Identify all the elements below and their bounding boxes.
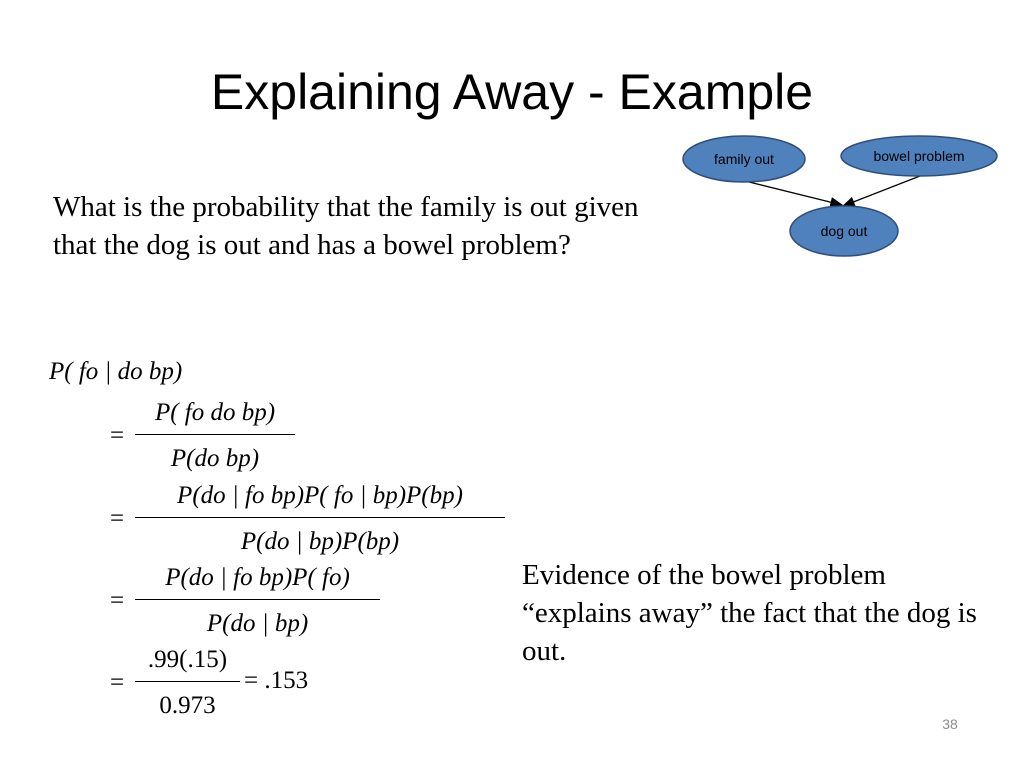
question-text: What is the probability that the family is out given that the dog is out and has a bowel problem? xyxy=(53,191,639,261)
fraction-bar xyxy=(135,434,295,435)
step2-numerator: P(do | fo bp)P( fo | bp)P(bp) xyxy=(177,482,463,509)
step3-numerator: P(do | fo bp)P( fo) xyxy=(165,564,350,591)
edge-family-to-dog xyxy=(745,181,842,205)
step3-denominator: P(do | bp) xyxy=(206,610,309,637)
node-label: dog out xyxy=(820,223,868,239)
step4-numerator: .99(.15) xyxy=(147,646,228,673)
step1-denominator: P(do bp) xyxy=(170,445,260,472)
edge-bowel-to-dog xyxy=(843,176,920,206)
final-result: = .153 xyxy=(244,667,309,694)
fraction-bar xyxy=(135,681,240,682)
node-dog-out xyxy=(790,206,898,256)
equals-sign: = xyxy=(110,669,125,696)
step1-numerator: P( fo do bp) xyxy=(154,399,276,426)
node-label: family out xyxy=(714,151,774,167)
equals-sign: = xyxy=(110,422,125,449)
slide-title: Explaining Away - Example xyxy=(210,64,814,120)
step2-denominator: P(do | bp)P(bp) xyxy=(240,528,400,555)
node-bowel-problem xyxy=(841,136,997,176)
equals-sign: = xyxy=(110,505,125,532)
derivation-lhs: P( fo | do bp) xyxy=(49,358,183,385)
page-number: 38 xyxy=(942,716,958,732)
node-label: bowel problem xyxy=(873,148,965,164)
fraction-bar xyxy=(135,599,380,600)
step4-denominator: 0.973 xyxy=(159,692,216,719)
fraction-bar xyxy=(135,517,505,518)
node-family-out xyxy=(683,136,805,182)
equals-sign: = xyxy=(110,587,125,614)
evidence-note: Evidence of the bowel problem “explains away” the fact that the dog is out. xyxy=(522,559,977,667)
